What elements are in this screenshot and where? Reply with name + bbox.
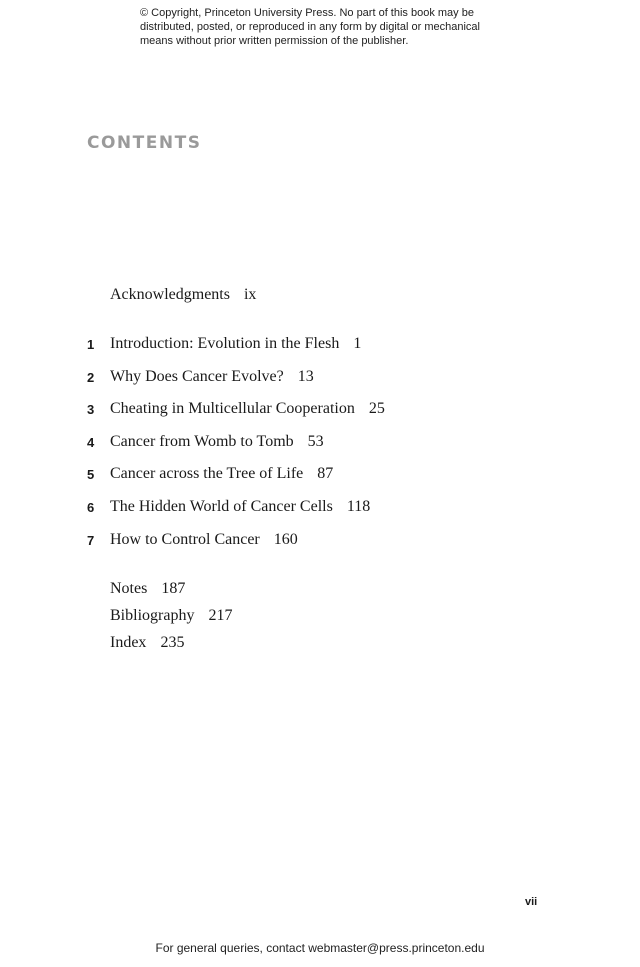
toc-entry-chapter-2[interactable] — [110, 367, 314, 387]
toc-entry-page: 160 — [273, 531, 298, 548]
toc-entry-page: 13 — [297, 368, 314, 385]
toc-entry-title: The Hidden World of Cancer Cells — [110, 498, 333, 515]
toc-entry-chapter-5[interactable] — [110, 464, 333, 484]
toc-entry-title: Why Does Cancer Evolve? — [110, 368, 284, 385]
toc-entry-index[interactable] — [110, 633, 184, 653]
copyright-line: distributed, posted, or reproduced in any form by digital or mechanical — [140, 21, 480, 33]
page-number: vii — [525, 896, 538, 908]
copyright-notice — [140, 6, 520, 48]
toc-entry-chapter-4[interactable] — [110, 432, 324, 452]
chapter-number: 2 — [87, 370, 95, 385]
toc-entry-chapter-7[interactable] — [110, 530, 298, 550]
toc-entry-title: Introduction: Evolution in the Flesh — [110, 335, 340, 352]
toc-entry-chapter-1[interactable] — [110, 334, 361, 354]
toc-entry-title: Cheating in Multicellular Cooperation — [110, 400, 355, 417]
chapter-number: 4 — [87, 435, 95, 450]
chapter-number: 1 — [87, 337, 95, 352]
toc-entry-title: Acknowledgments — [110, 286, 230, 303]
toc-entry-title: Cancer from Womb to Tomb — [110, 433, 294, 450]
copyright-line: means without prior written permission of the publisher. — [140, 35, 409, 47]
chapter-number: 5 — [87, 467, 95, 482]
toc-entry-title: How to Control Cancer — [110, 531, 260, 548]
toc-entry-notes[interactable] — [110, 579, 185, 599]
toc-entry-page: ix — [243, 286, 257, 303]
toc-entry-page: 187 — [161, 580, 186, 597]
chapter-number: 7 — [87, 533, 95, 548]
chapter-number: 3 — [87, 402, 95, 417]
toc-entry-title: Notes — [110, 580, 148, 597]
footer-contact: For general queries, contact webmaster@press.princeton.edu — [155, 941, 485, 955]
toc-entry-page: 25 — [368, 400, 385, 417]
toc-entry-page: 1 — [353, 335, 362, 352]
copyright-line: © Copyright, Princeton University Press. No part of this book may be — [140, 7, 474, 19]
contents-heading: CONTENTS — [87, 133, 202, 153]
toc-entry-title: Cancer across the Tree of Life — [110, 465, 304, 482]
toc-entry-page: 217 — [208, 607, 233, 624]
toc-entry-title: Index — [110, 634, 147, 651]
toc-entry-page: 235 — [160, 634, 185, 651]
toc-entry-chapter-6[interactable] — [110, 497, 370, 517]
toc-entry-page: 87 — [317, 465, 334, 482]
toc-entry-chapter-3[interactable] — [110, 399, 385, 419]
toc-entry-title: Bibliography — [110, 607, 195, 624]
toc-entry-acknowledgments[interactable] — [110, 285, 256, 305]
toc-entry-bibliography[interactable] — [110, 606, 232, 626]
toc-entry-page: 118 — [346, 498, 371, 515]
chapter-number: 6 — [87, 500, 95, 515]
toc-entry-page: 53 — [307, 433, 324, 450]
